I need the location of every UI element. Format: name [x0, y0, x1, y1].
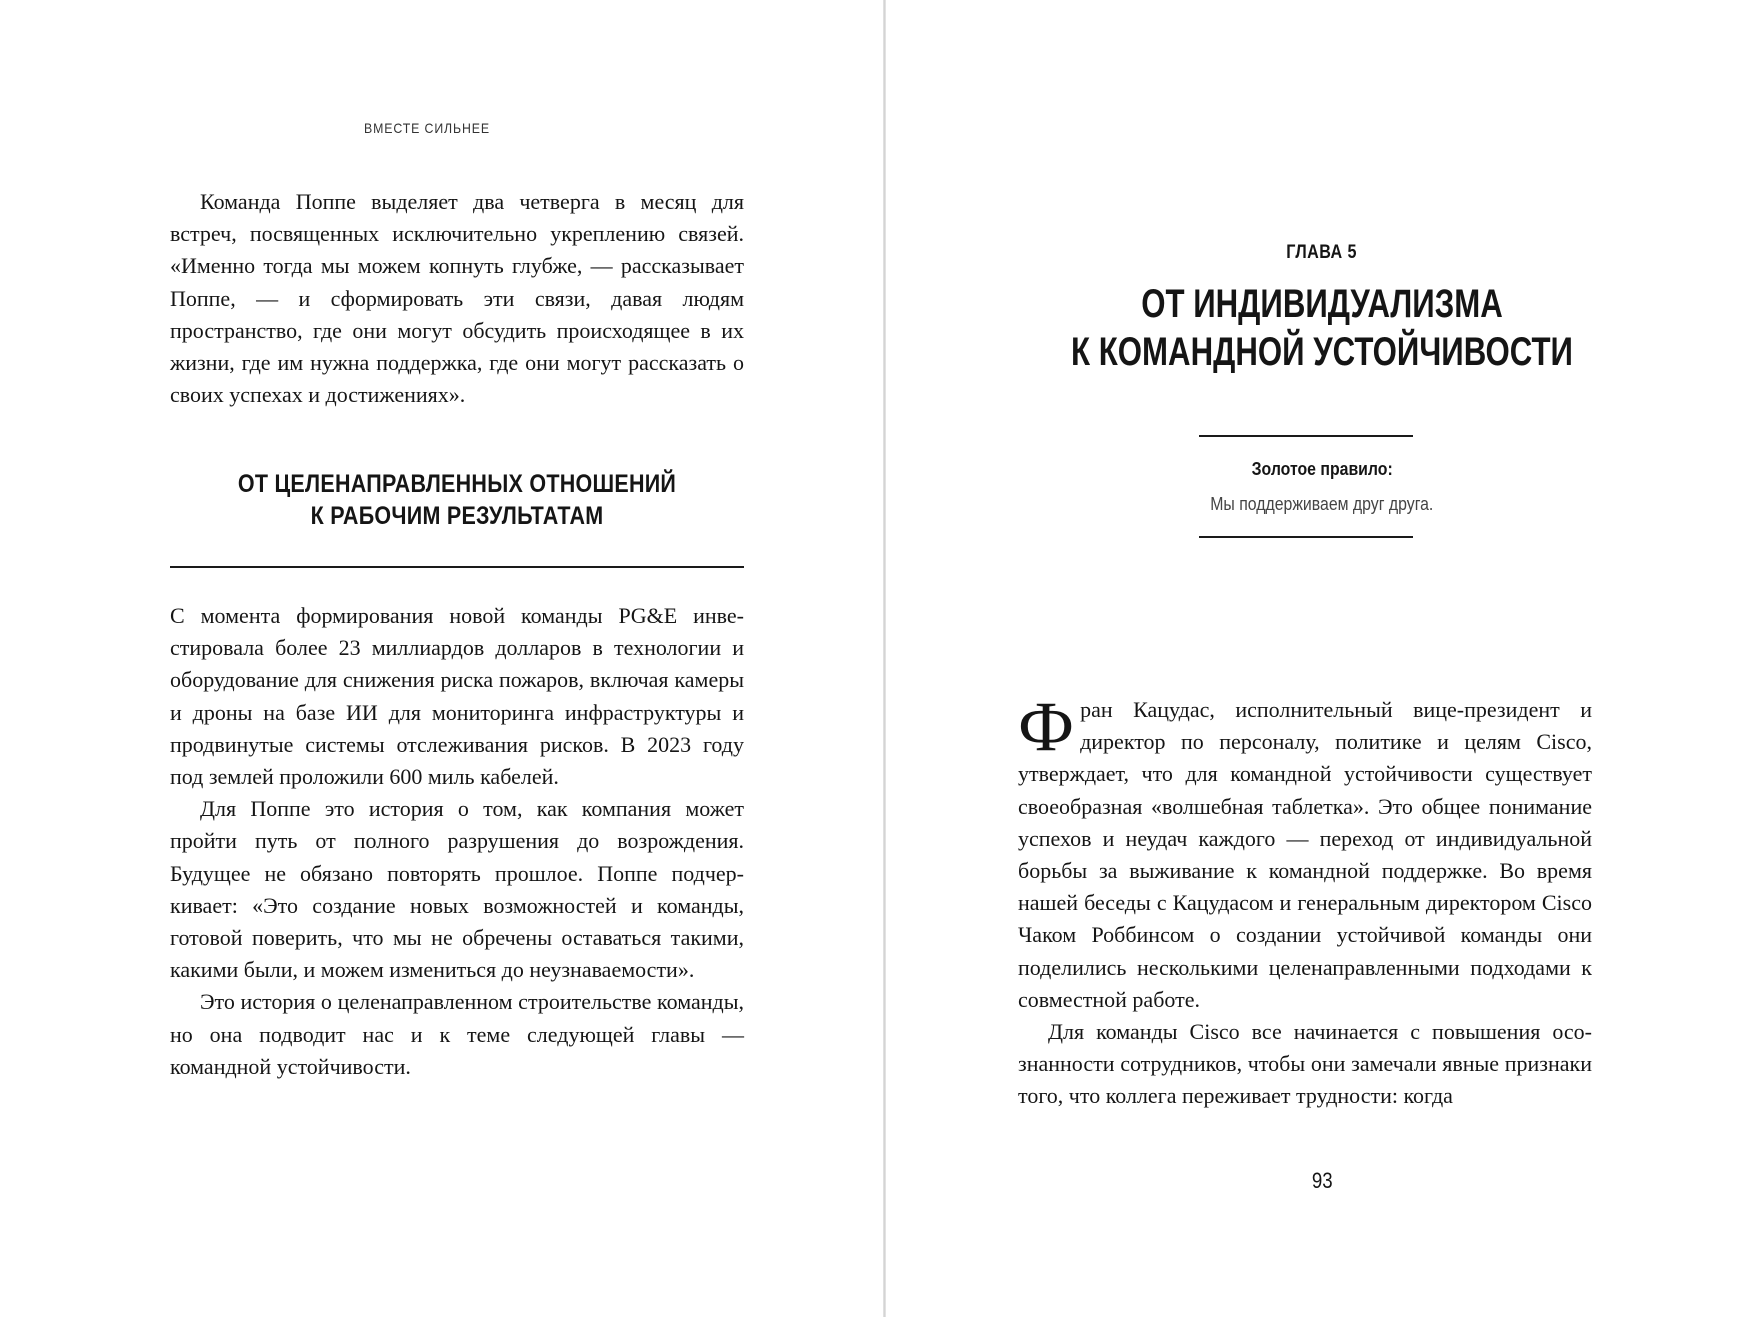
chapter-title-line: К КОМАНДНОЙ УСТОЙЧИВОСТИ [1071, 330, 1573, 374]
golden-rule-text-content: Мы поддерживаем друг друга. [1210, 494, 1434, 514]
section-title-line: К РАБОЧИМ РЕЗУЛЬТАТАМ [310, 502, 604, 530]
chapter-label-text: ГЛАВА 5 [1286, 242, 1358, 263]
paragraph: Команда Поппе выделяет два четверга в месяц для встреч, посвященных исключительно укреплению связей. «Именно тогда мы можем копнуть глубже, — рассказывает Поппе, — и сформировать эти связи, давая людям пространство, где они могут обсудить происходящее в их жизни, где им нужна поддержка, где они могут рассказать о своих успехах и достижениях». [170, 189, 744, 408]
running-head: ВМЕСТЕ СИЛЬНЕЕ [364, 120, 490, 136]
right-text-block [1018, 688, 1592, 1113]
paragraph: Для команды Cisco все начинается с повышения осознанности сотрудников, чтобы они замечали явные признаки того, что коллега переживает трудности: когда [1018, 1019, 1592, 1109]
left-text-block-bottom [170, 600, 744, 1083]
section-title-line: ОТ ЦЕЛЕНАПРАВЛЕННЫХ ОТНОШЕНИЙ [237, 470, 677, 498]
section-divider [170, 566, 744, 568]
paragraph [1018, 688, 1592, 1016]
section-title [170, 468, 744, 532]
page-number [886, 1168, 1758, 1194]
chapter-title [886, 280, 1758, 376]
chapter-label [886, 242, 1758, 264]
golden-rule-label [886, 459, 1758, 480]
left-text-block-top [170, 186, 744, 411]
right-page [886, 0, 1758, 1317]
paragraph: С момента формирования новой команды PG&E инвестировала более 23 миллиардов долларов в технологии и оборудование для снижения риска пожаров, включая камеры и дроны на базе ИИ для мониторинга инфраструктуры и продвинутые системы отслеживания рисков. В 2023 году под землей проложили 600 миль кабелей. [170, 603, 744, 790]
drop-cap: Ф [1018, 688, 1075, 766]
golden-rule-bottom-divider [1199, 536, 1413, 538]
golden-rule-top-divider [1199, 435, 1413, 437]
paragraph: Для Поппе это история о том, как компания может пройти путь от полного разрушения до возрождения. Будущее не обязано повторять прошлое. Поппе подчеркивает: «Это создание новых возможностей и команды, готовой поверить, что мы не обречены оставаться такими, какими были, и можем измениться до неузнаваемости». [170, 796, 744, 983]
page-number-text: 93 [1311, 1168, 1333, 1193]
chapter-title-line: ОТ ИНДИВИДУАЛИЗМА [1141, 282, 1503, 326]
paragraph-text: ран Кацудас, исполнительный вице-президент и директор по персоналу, политике и целям Cisco, утверждает, что для командной устойчивости существует своеобразная «волшебная таблетка». Это общее понимание успехов и неудач каждого — переход от индивидуальной борьбы за выживание к командной поддержке. Во время нашей беседы с Кацудасом и генеральным директором Cisco Чаком Роббинсом о создании устойчивой команды они поделились несколькими целенаправленными подходами к совместной работе. [1018, 697, 1592, 1012]
paragraph: Это история о целенаправленном строительстве команды, но она подводит нас и к теме следующей главы — командной устойчивости. [170, 989, 744, 1079]
golden-rule-text [886, 494, 1758, 515]
golden-rule-label-text: Золотое правило: [1251, 459, 1393, 479]
